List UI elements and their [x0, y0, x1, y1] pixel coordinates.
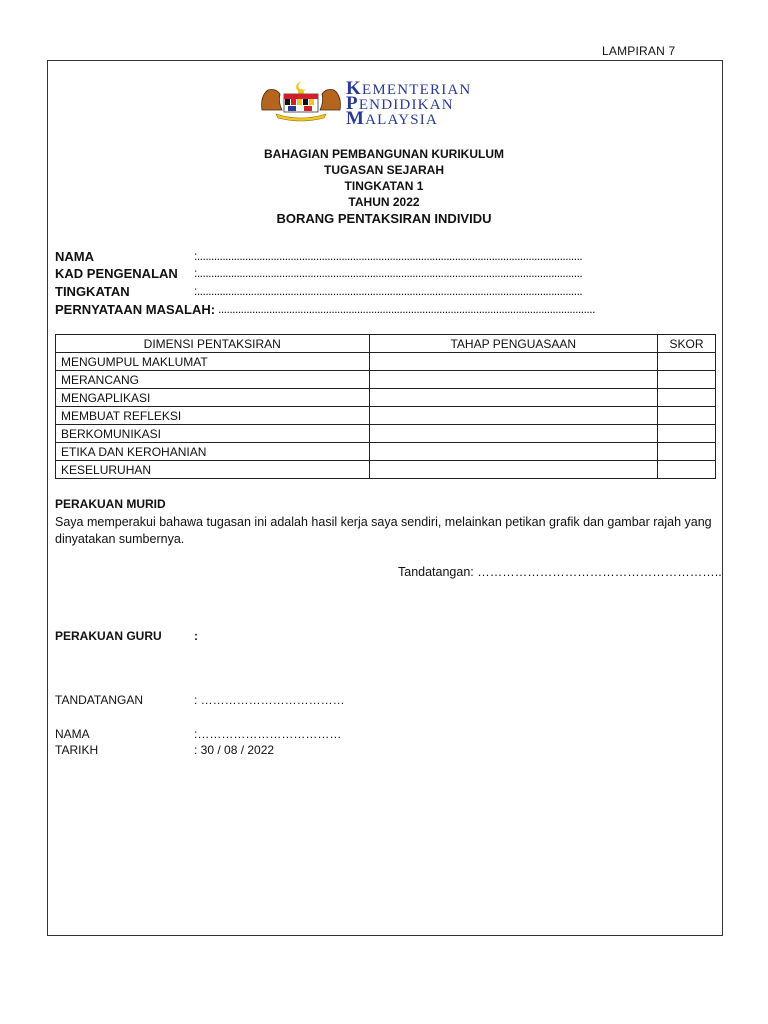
date-field[interactable]: : 30 / 08 / 2022: [194, 743, 275, 757]
form-level: TINGKATAN 1: [344, 179, 424, 193]
score-cell[interactable]: [658, 353, 716, 371]
header-dimension: DIMENSI PENTAKSIRAN: [56, 335, 370, 353]
level-cell[interactable]: [369, 371, 658, 389]
level-cell[interactable]: [369, 407, 658, 425]
ic-label: KAD PENGENALAN: [55, 266, 178, 281]
ic-field[interactable]: :........................................................................................................................................: [194, 266, 583, 280]
dimension-cell: MENGAPLIKASI: [56, 389, 370, 407]
division-title: BAHAGIAN PEMBANGUNAN KURIKULUM: [264, 147, 504, 161]
dimension-cell: MEMBUAT REFLEKSI: [56, 407, 370, 425]
year: TAHUN 2022: [348, 195, 420, 209]
logo-initial: K: [346, 78, 362, 99]
teacher-declaration-colon: :: [194, 629, 198, 643]
dimension-cell: ETIKA DAN KEROHANIAN: [56, 443, 370, 461]
malaysia-coat-of-arms-icon: [258, 80, 344, 124]
teacher-signature-label: TANDATANGAN: [55, 693, 144, 707]
ministry-logo: [258, 78, 528, 129]
score-cell[interactable]: [658, 389, 716, 407]
teacher-declaration-title: PERAKUAN GURU: [55, 629, 162, 643]
table-row: [56, 371, 716, 389]
name-label: NAMA: [55, 249, 94, 264]
logo-word: ALAYSIA: [365, 112, 438, 128]
teacher-name-field[interactable]: :………………………………: [194, 727, 342, 741]
level-cell[interactable]: [369, 389, 658, 407]
header-score: SKOR: [658, 335, 716, 353]
student-declaration-title: PERAKUAN MURID: [55, 497, 166, 511]
table-row: [56, 443, 716, 461]
level-cell[interactable]: [369, 461, 658, 479]
logo-initial: M: [346, 108, 366, 129]
level-cell[interactable]: [369, 425, 658, 443]
dimension-cell: MERANCANG: [56, 371, 370, 389]
score-cell[interactable]: [658, 443, 716, 461]
student-signature-field[interactable]: Tandatangan: …………………………………………………..: [398, 565, 722, 579]
problem-statement-label: PERNYATAAN MASALAH:: [55, 302, 216, 317]
logo-word: ENDIDIKAN: [358, 97, 454, 113]
teacher-name-label: NAMA: [55, 727, 90, 741]
form-title: BORANG PENTAKSIRAN INDIVIDU: [276, 211, 492, 226]
header-level: TAHAP PENGUASAAN: [369, 335, 658, 353]
dimension-cell: BERKOMUNIKASI: [56, 425, 370, 443]
teacher-signature-field[interactable]: : ………………………………: [194, 693, 345, 707]
assignment-title: TUGASAN SEJARAH: [323, 163, 444, 177]
student-declaration-text: Saya memperakui bahawa tugasan ini adalah hasil kerja saya sendiri, melainkan petikan grafik dan gambar rajah yang dinyatakan sumbernya.: [55, 515, 712, 546]
form-label: TINGKATAN: [55, 284, 130, 299]
date-label: TARIKH: [55, 743, 99, 757]
page-label: LAMPIRAN 7: [602, 44, 676, 58]
score-cell[interactable]: [658, 407, 716, 425]
ministry-name: [346, 78, 472, 129]
table-header-row: [56, 335, 716, 353]
dimension-cell: KESELURUHAN: [56, 461, 370, 479]
table-row: [56, 425, 716, 443]
table-row: [56, 389, 716, 407]
logo-initial: P: [346, 93, 359, 114]
problem-statement-field[interactable]: .....................................................................................................................................: [218, 302, 595, 316]
table-row: [56, 353, 716, 371]
form-field[interactable]: :........................................................................................................................................: [194, 284, 583, 298]
level-cell[interactable]: [369, 353, 658, 371]
level-cell[interactable]: [369, 443, 658, 461]
dimension-cell: MENGUMPUL MAKLUMAT: [56, 353, 370, 371]
table-row: [56, 461, 716, 479]
score-cell[interactable]: [658, 425, 716, 443]
table-row: [56, 407, 716, 425]
score-cell[interactable]: [658, 461, 716, 479]
assessment-table: [55, 334, 716, 479]
score-cell[interactable]: [658, 371, 716, 389]
name-field[interactable]: :........................................................................................................................................: [194, 249, 583, 263]
logo-word: EMENTERIAN: [361, 82, 472, 98]
